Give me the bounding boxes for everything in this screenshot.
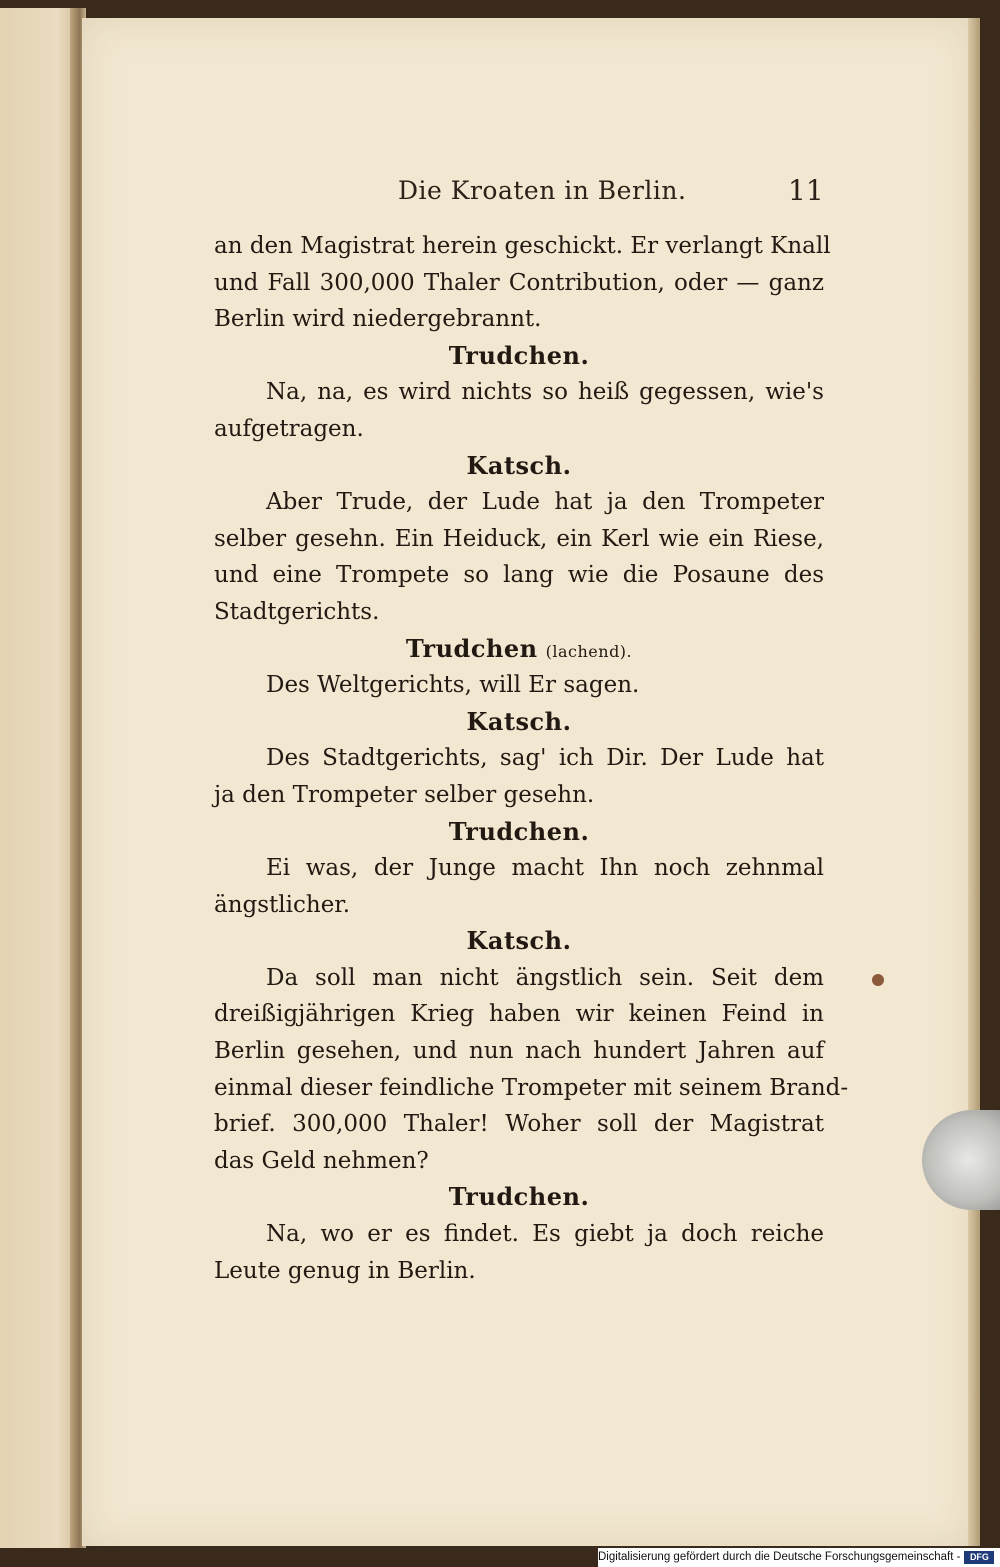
text-line: Da soll man nicht ängstlich sein. Seit dem bbox=[266, 964, 824, 991]
text-line: an den Magistrat herein geschickt. Er verlangt Knall bbox=[214, 233, 831, 259]
speaker-name: Katsch. bbox=[466, 706, 572, 736]
speaker-name: Trudchen. bbox=[448, 340, 590, 370]
stage-direction: (lachend). bbox=[545, 641, 633, 661]
running-title: Die Kroaten in Berlin. bbox=[398, 176, 687, 205]
text-line: Des Stadtgerichts, sag' ich Dir. Der Lude hat bbox=[266, 745, 824, 772]
text-line: Stadtgerichts. bbox=[214, 598, 380, 625]
speaker-name: Trudchen. bbox=[448, 1182, 590, 1212]
footer-credit: Digitalisierung gefördert durch die Deutsche Forschungsgemeinschaft - bbox=[598, 1551, 961, 1563]
text-line: Des Weltgerichts, will Er sagen. bbox=[266, 672, 640, 699]
text-line: brief. 300,000 Thaler! Woher soll der Magistrat bbox=[214, 1111, 824, 1138]
text-line: einmal dieser feindliche Trompeter mit seinem Brand- bbox=[214, 1074, 849, 1101]
speaker-name: Katsch. bbox=[466, 926, 572, 956]
speaker-name: Katsch. bbox=[466, 450, 572, 480]
text-line: aufgetragen. bbox=[214, 415, 364, 442]
speaker-name: Trudchen. bbox=[448, 816, 590, 846]
speaker-name: Trudchen bbox=[405, 633, 538, 663]
text-line: Berlin gesehen, und nun nach hundert Jahren auf bbox=[214, 1038, 824, 1065]
paper-stain bbox=[872, 974, 884, 986]
page-edge-shadow bbox=[968, 18, 980, 1546]
text-line: und eine Trompete so lang wie die Posaune des bbox=[214, 562, 824, 589]
text-line: das Geld nehmen? bbox=[214, 1147, 429, 1174]
text-line: Na, wo er es findet. Es giebt ja doch reiche bbox=[266, 1221, 824, 1248]
speaker-with-direction bbox=[214, 631, 824, 668]
page-header bbox=[0, 176, 1000, 210]
play-text bbox=[214, 228, 849, 1289]
text-line: Na, na, es wird nichts so heiß gegessen, wie's bbox=[266, 379, 824, 406]
text-line: ängstlicher. bbox=[214, 891, 351, 918]
text-line: Aber Trude, der Lude hat ja den Trompeter bbox=[266, 489, 824, 516]
text-line: Berlin wird niedergebrannt. bbox=[214, 306, 542, 333]
text-line: ja den Trompeter selber gesehn. bbox=[214, 781, 595, 808]
text-line: dreißigjährigen Krieg haben wir keinen Feind in bbox=[214, 1001, 824, 1028]
text-line: Leute genug in Berlin. bbox=[214, 1257, 476, 1284]
text-line: Ei was, der Junge macht Ihn noch zehnmal bbox=[266, 855, 824, 882]
page-number: 11 bbox=[788, 174, 824, 207]
digitization-footer bbox=[598, 1548, 1000, 1567]
text-line: selber gesehn. Ein Heiduck, ein Kerl wie ein Riese, bbox=[214, 525, 824, 552]
dfg-logo: DFG bbox=[964, 1551, 994, 1564]
text-line: und Fall 300,000 Thaler Contribution, oder — ganz bbox=[214, 269, 824, 296]
